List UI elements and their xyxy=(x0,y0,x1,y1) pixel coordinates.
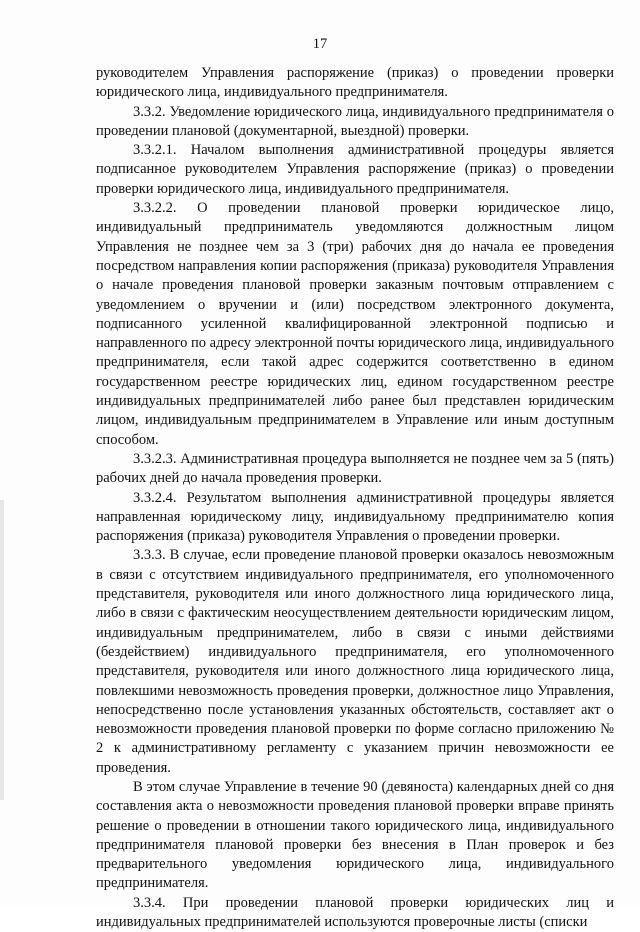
paragraph-3-3-2-3: 3.3.2.3. Административная процедура выполняется не позднее чем за 5 (пять) рабочих дней до начала проведения проверки. xyxy=(96,450,614,487)
paragraph-3-3-2: 3.3.2. Уведомление юридического лица, индивидуального предпринимателя о проведении плановой (документарной, выездной) проверки. xyxy=(96,103,614,139)
paragraph-90-days: В этом случае Управление в течение 90 (девяноста) календарных дней со дня составления акта о невозможности проведения плановой проверки вправе принять решение о проведении в отношении такого юридического лица, индивидуального предпринимателя плановой проверки без внесения в План проверок и без предварительного уведомления юридического лица, индивидуального предпринимателя. xyxy=(96,778,614,892)
scan-edge-shadow xyxy=(0,500,4,800)
paragraph-3-3-3: 3.3.3. В случае, если проведение плановой проверки оказалось невозможным в связи с отсутствием индивидуального предпринимателя, его уполномоченного представителя, руководителя или иного должностного лица юридического лица, либо в связи с фактическим неосуществлением деятельности юридическим лицом, индивидуальным предпринимателем, либо в связи с иными действиями (бездействием) индивидуального предпринимателя, его уполномоченного представителя, руководителя или иного должностного лица юридического лица, повлекшими невозможность проведения проверки, должностное лицо Управления, непосредственно после установления указанных обстоятельств, составляет акт о невозможности проведения плановой проверки по форме согласно приложению № 2 к административному регламенту с указанием причин невозможности ее проведения. xyxy=(96,547,614,776)
paragraph-continuation: руководителем Управления распоряжение (приказ) о проведении проверки юридического лица, индивидуального предпринимателя. xyxy=(96,65,614,101)
paragraph-3-3-2-2: 3.3.2.2. О проведении плановой проверки юридическое лицо, индивидуальный предприниматель уведомляются должностным лицом Управления не позднее чем за 3 (три) рабочих дня до начала ее проведения посредством направления копии распоряжения (приказа) руководителя Управления о начале проведения плановой проверки заказным почтовым отправлением с уведомлением о вручении и (или) посредством электронного документа, подписанного усиленной квалифицированной электронной подписью и направленного по адресу электронной почты юридического лица, индивидуального предпринимателя, если такой адрес содержится соответственно в едином государственном реестре юридических лиц, едином государственном реестре индивидуальных предпринимателей либо ранее был представлен юридическим лицом, индивидуальным предпринимателем в Управление или иным доступным способом. xyxy=(96,200,614,448)
document-body xyxy=(96,64,614,932)
paragraph-3-3-2-4: 3.3.2.4. Результатом выполнения административной процедуры является направленная юридическому лицу, индивидуальному предпринимателю копия распоряжения (приказа) руководителя Управления о проведении проверки. xyxy=(96,489,614,545)
page-number: 17 xyxy=(312,36,328,52)
paragraph-3-3-2-1: 3.3.2.1. Началом выполнения административной процедуры является подписанное руководителем Управления распоряжение (приказ) о проведении проверки юридического лица, индивидуального предпринимателя. xyxy=(96,142,614,197)
paragraph-3-3-4: 3.3.4. При проведении плановой проверки юридических лиц и индивидуальных предпринимателей используются проверочные листы (списки xyxy=(96,894,614,931)
